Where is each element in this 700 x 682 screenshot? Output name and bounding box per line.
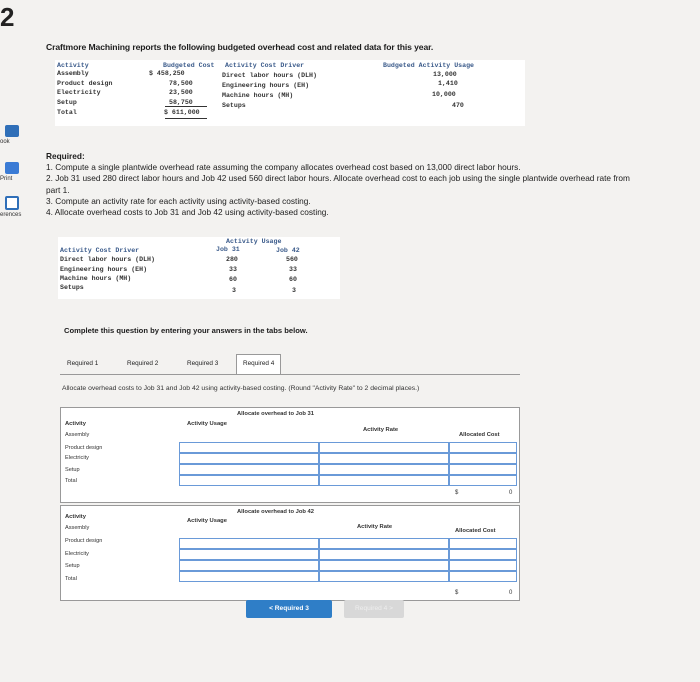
job42-header-activity: Activity [65,514,86,520]
job42-row-setup: Setup [65,563,80,569]
subtotal-rule [165,106,207,107]
job42-cost-assembly-input[interactable] [449,538,517,549]
job31-row-electricity: Electricity [65,455,89,461]
job31-usage-assembly-input[interactable] [179,442,319,453]
job42-usage-design-input[interactable] [179,549,319,560]
usage-driver-dlh: Direct labor hours (DLH) [60,256,155,263]
job31-header-usage: Activity Usage [187,421,227,427]
job42-grid-title: Allocate overhead to Job 42 [237,509,314,515]
job42-cost-design-input[interactable] [449,549,517,560]
job31-allocation-grid [60,407,520,503]
job31-header-rate: Activity Rate [363,427,399,433]
job42-usage-assembly-input[interactable] [179,538,319,549]
job42-usage-setup-input[interactable] [179,571,319,582]
required-item-3: 3. Compute an activity rate for each activity using activity-based costing. [46,195,311,206]
job42-allocation-grid [60,505,520,601]
usage-job31-eh: 33 [229,266,237,273]
budget-cost-assembly: $ 458,250 [149,70,185,77]
job31-cost-assembly-input[interactable] [449,442,517,453]
job31-grid-title: Allocate overhead to Job 31 [237,411,314,417]
ebook-label: ook [0,139,10,145]
usage-job31-dlh: 280 [226,256,238,263]
job31-total-value: 0 [509,490,513,496]
usage-header-driver: Activity Cost Driver [60,247,140,254]
usage-header-job42: Job 42 [276,247,300,254]
tab-required-4[interactable]: Required 4 [236,354,281,375]
job31-usage-design-input[interactable] [179,453,319,464]
budget-cost-total: $ 611,000 [164,109,200,116]
next-required-button[interactable]: Required 4 > [344,600,404,618]
budget-usage-electricity: 10,000 [432,91,456,98]
job31-rate-setup-input[interactable] [319,475,449,486]
instruction-text: Allocate overhead costs to Job 31 and Job 42 using activity-based costing. (Round "Activity Rate" to 2 decimal places.) [62,385,420,392]
job42-rate-assembly-input[interactable] [319,538,449,549]
previous-required-button[interactable]: < Required 3 [246,600,332,618]
intro-text: Craftmore Machining reports the following budgeted overhead cost and related data for this year. [46,42,434,52]
budget-activity-total: Total [57,109,77,116]
print-icon [5,162,19,174]
usage-table [58,237,340,299]
job42-cost-setup-input[interactable] [449,571,517,582]
budget-cost-design: 78,500 [169,80,193,87]
references-icon [5,196,19,210]
job42-row-total: Total [65,576,77,582]
total-rule [165,118,207,119]
budget-usage-design: 1,410 [438,80,458,87]
job42-rate-electricity-input[interactable] [319,560,449,571]
tab-divider [60,374,520,375]
job31-row-setup: Setup [65,467,80,473]
budget-activity-electricity: Electricity [57,89,101,96]
job31-usage-electricity-input[interactable] [179,464,319,475]
job31-rate-electricity-input[interactable] [319,464,449,475]
job42-rate-setup-input[interactable] [319,571,449,582]
job31-rate-assembly-input[interactable] [319,442,449,453]
tab-required-1[interactable]: Required 1 [67,360,99,367]
usage-job42-eh: 33 [289,266,297,273]
usage-title: Activity Usage [226,238,282,245]
book-icon [5,125,19,137]
usage-driver-eh: Engineering hours (EH) [60,266,148,273]
job31-row-design: Product design [65,445,103,451]
budget-header-driver: Activity Cost Driver [225,62,305,69]
job42-row-design: Product design [65,538,103,544]
job42-rate-design-input[interactable] [319,549,449,560]
job31-row-total: Total [65,478,77,484]
job42-total-value: 0 [509,590,513,596]
references-label: erences [0,212,22,218]
budget-usage-assembly: 13,000 [433,71,457,78]
usage-job31-setups: 3 [232,287,236,294]
job42-row-assembly: Assembly [65,525,90,531]
budget-activity-assembly: Assembly [57,70,89,77]
references-button[interactable] [0,196,30,218]
budget-header-usage: Budgeted Activity Usage [383,62,475,69]
job42-cost-electricity-input[interactable] [449,560,517,571]
print-button[interactable] [0,162,30,182]
usage-driver-mh: Machine hours (MH) [60,275,132,282]
budget-driver-electricity: Machine hours (MH) [222,92,294,99]
job42-header-usage: Activity Usage [187,518,227,524]
job42-row-electricity: Electricity [65,551,89,557]
tab-required-3[interactable]: Required 3 [187,360,219,367]
usage-job42-dlh: 560 [286,256,298,263]
job31-cost-electricity-input[interactable] [449,464,517,475]
job31-rate-design-input[interactable] [319,453,449,464]
budget-activity-design: Product design [57,80,113,87]
required-item-1: 1. Compute a single plantwide overhead rate assuming the company allocates overhead cost based on 13,000 direct labor hours. [46,162,521,173]
usage-job42-mh: 60 [289,276,297,283]
budget-driver-setup: Setups [222,102,246,109]
budget-table [55,60,525,126]
budget-driver-assembly: Direct labor hours (DLH) [222,72,317,79]
budget-header-cost: Budgeted Cost [163,62,215,69]
job31-header-activity: Activity [65,421,86,427]
usage-job31-mh: 60 [229,276,237,283]
print-label: Print [0,176,13,182]
budget-driver-design: Engineering hours (EH) [222,82,310,89]
required-title: Required: [46,151,85,161]
job31-total-currency: $ [455,490,459,496]
job42-total-currency: $ [455,590,459,596]
job31-row-assembly: Assembly [65,432,90,438]
job31-usage-setup-input[interactable] [179,475,319,486]
required-item-4: 4. Allocate overhead costs to Job 31 and Job 42 using activity-based costing. [46,207,329,218]
job42-header-cost: Allocated Cost [455,528,496,534]
required-section [46,151,646,218]
required-item-2: 2. Job 31 used 280 direct labor hours and Job 42 used 560 direct labor hours. Allocate overhead cost to each job using the single plantwide overhead rate from part 1. [46,173,630,195]
budget-header-activity: Activity [57,62,89,69]
usage-header-job31: Job 31 [216,246,240,253]
job42-usage-electricity-input[interactable] [179,560,319,571]
budget-usage-setup: 470 [452,102,464,109]
job42-header-rate: Activity Rate [357,524,393,530]
ebook-button[interactable] [0,125,30,145]
complete-note: Complete this question by entering your answers in the tabs below. [64,326,308,335]
job31-cost-setup-input[interactable] [449,475,517,486]
job31-header-cost: Allocated Cost [459,432,500,438]
budget-cost-electricity: 23,500 [169,89,193,96]
job31-cost-design-input[interactable] [449,453,517,464]
usage-driver-setups: Setups [60,284,84,291]
tab-required-2[interactable]: Required 2 [127,360,159,367]
budget-activity-setup: Setup [57,99,77,106]
budget-cost-setup: 58,750 [169,99,193,106]
page-number: 2 [0,2,15,32]
usage-job42-setups: 3 [292,287,296,294]
